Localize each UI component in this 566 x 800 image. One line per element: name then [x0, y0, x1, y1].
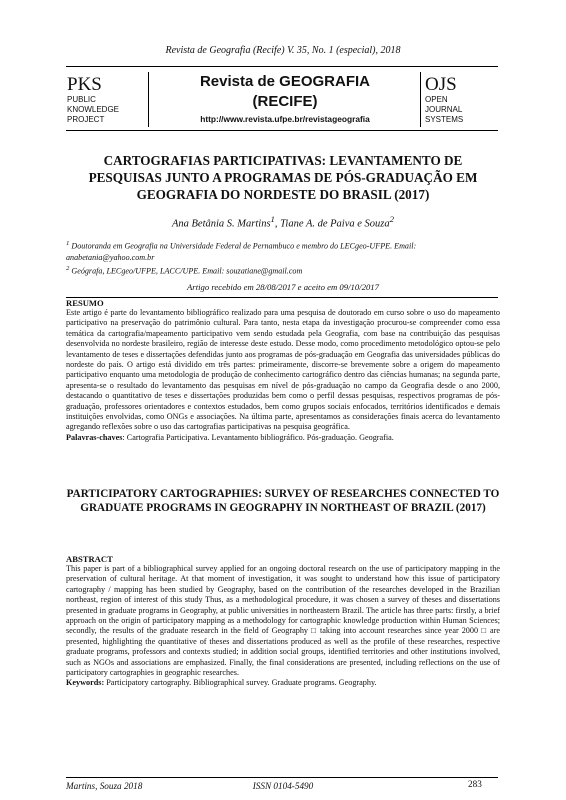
pks-logo-text: PKS	[67, 74, 102, 95]
pks-logo	[67, 75, 119, 125]
author-list	[66, 214, 500, 230]
pks-line-3: PROJECT	[67, 115, 105, 124]
note-1-text: Doutoranda em Geografia na Universidade Federal de Pernambuco e membro do LECgeo-UFPE. Email: anabetania@yahoo.com.br	[66, 241, 417, 262]
abstract-text: This paper is part of a bibliographical survey applied for an ongoing doctoral research on the use of participatory mapping in the preservation of cultural heritage. At that moment of investigation, it was sought to understand how this issue of participatory cartography / mapping has been studied by Geography, based on the contribution of the researches developed in the Brazilian northeast, region of interest of this study Thus, as a methodological procedure, it was chosen a survey of theses and dissertations presented in graduate programs in Geography, at public universities in northeastern Brazil. The article has three parts: firstly, a brief approach on the origin of participatory mapping as a methodology for cartographic knowledge production within Human Sciences; secondly, the results of the graduate research in the field of Geography □ taking into account researches since year 2000 □ are presented, highlighting the quantitative of theses and dissertations produced as well as the profile of these researches, respective graduate programs, professors and contexts studied; in addition social groups, identified territories and other institutions involved, such as NGOs and associations are emphasized. Finally, the final considerations are presented, including reflections on the use of participatory cartographies in geographic researches.	[66, 564, 500, 678]
article-title-en: PARTICIPATORY CARTOGRAPHIES: SURVEY OF RESEARCHES CONNECTED TO GRADUATE PROGRAMS IN GEOGRAPHY IN NORTHEAST OF BRAZIL (2017)	[66, 488, 500, 514]
abstract-keywords-text: Participatory cartography. Bibliographical survey. Graduate programs. Geography.	[104, 678, 377, 688]
abstract-keywords	[66, 678, 500, 688]
pks-line-1: PUBLIC	[67, 95, 96, 104]
author-1-mark: 1	[270, 214, 275, 224]
abstract-label: ABSTRACT	[66, 554, 113, 564]
ojs-line-1: OPEN	[425, 95, 448, 104]
masthead-divider-left	[148, 72, 149, 127]
masthead-bottom-rule	[66, 130, 498, 131]
masthead-divider-right	[420, 72, 421, 127]
author-note-2	[66, 263, 500, 277]
note-2-mark: 2	[66, 264, 70, 272]
note-2-text: Geógrafa, LECgeo/UFPE, LACC/UPE. Email: souzatiane@gmail.com	[71, 266, 303, 276]
resumo-keywords-label: Palavras-chaves	[66, 432, 123, 442]
abstract-section	[66, 554, 500, 689]
resumo-text: Este artigo é parte do levantamento bibliográfico realizado para uma pesquisa de doutorado em curso sobre o uso do mapeamento participativo na preservação do patrimônio cultural. Para tanto, nesta etapa da investigação procurou-se compreender como essa temática da cartografia/mapeamento participativo vem sendo estudada pela Geografia, com base na contribuição das pesquisas desenvolvida no nordeste brasileiro, região de interesse deste estudo. Desse modo, como procedimento metodológico optou-se pelo levantamento de teses e dissertações defendidas junto aos programas de pós-graduação em Geografia das universidades públicas do nordeste do país. O artigo está dividido em três partes: primeiramente, discorre-se brevemente sobre a origem do mapeamento participativo enquanto uma metodologia de produção de conhecimento cartográfico dentro das ciências humanas; na segunda parte, apresenta-se o resultado do levantamento das pesquisas em nível de pós-graduação no campo da Geografia desde o ano 2000, destacando o quantitativo de teses e dissertações produzidas bem como o perfil dessas pesquisas, respectivos programas de pós-graduação, professores orientadores e contextos estudados, bem como grupos sociais enfocados, territórios identificados e demais instituições envolvidas, como ONGs e associações. Na última parte, apresentamos as considerações finais acerca do levantamento agregando reflexões sobre o uso das cartografias participativas na pesquisa geográfica.	[66, 308, 500, 432]
author-1: Ana Betânia S. Martins	[171, 218, 271, 230]
author-2: Tiane A. de Paiva e Souza	[280, 218, 390, 230]
abstract-keywords-label: Keywords:	[66, 678, 105, 688]
ojs-line-2: JOURNAL	[425, 105, 463, 114]
received-date: Artigo recebido em 28/08/2017 e aceito em 09/10/2017	[187, 282, 379, 292]
masthead-url[interactable]: http://www.revista.ufpe.br/revistageografia	[200, 114, 370, 124]
footer-authors: Martins, Souza 2018	[66, 781, 143, 791]
resumo-label: RESUMO	[66, 298, 104, 308]
pks-line-2: KNOWLEDGE	[67, 105, 120, 114]
article-title-pt: CARTOGRAFIAS PARTICIPATIVAS: LEVANTAMENTO DE PESQUISAS JUNTO A PROGRAMAS DE PÓS-GRADUAÇÃO EM GEOGRAFIA DO NORDESTE DO BRASIL (2017)	[88, 153, 478, 202]
ojs-logo-text: OJS	[425, 74, 457, 95]
author-note-1	[66, 238, 500, 263]
masthead-title-line1: Revista de GEOGRAFIA	[199, 73, 371, 90]
footer-rule	[66, 777, 498, 778]
ojs-logo	[425, 75, 463, 125]
resumo-keywords	[66, 433, 500, 443]
masthead-title	[150, 72, 420, 112]
ojs-line-3: SYSTEMS	[425, 115, 464, 124]
author-2-mark: 2	[389, 214, 395, 224]
masthead-title-line2: (RECIFE)	[252, 93, 318, 110]
page-number: 283	[468, 779, 482, 789]
masthead-top-rule	[66, 66, 498, 67]
author-separator: ,	[274, 218, 281, 230]
resumo-section	[66, 298, 500, 443]
author-notes	[66, 238, 500, 276]
journal-citation: Revista de Geografia (Recife) V. 35, No. 1 (especial), 2018	[165, 45, 401, 56]
footer-issn: ISSN 0104-5490	[252, 781, 314, 791]
note-1-mark: 1	[66, 240, 70, 247]
resumo-keywords-text: : Cartografia Participativa. Levantamento bibliográfico. Pós-graduação. Geografia.	[122, 432, 394, 442]
